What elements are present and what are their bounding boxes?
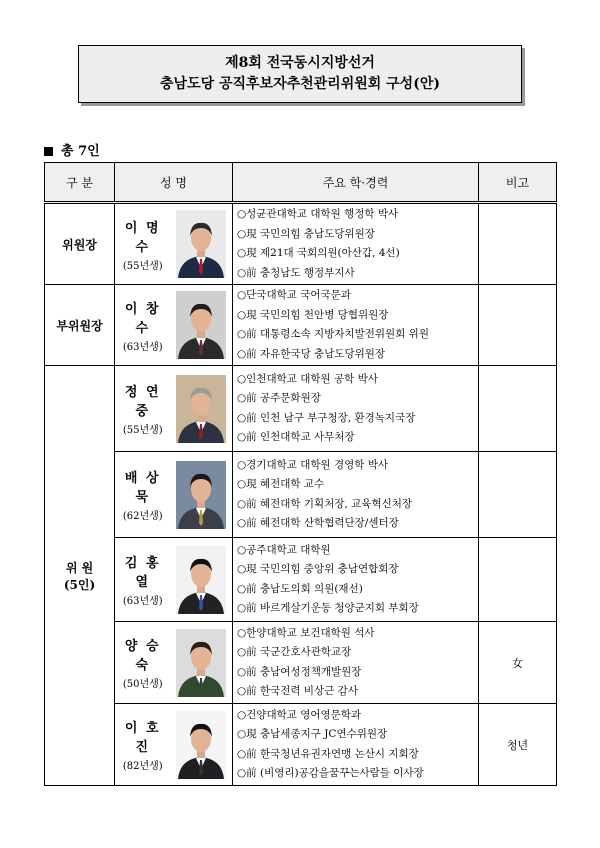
person-birth-year: (63년생) [122, 596, 163, 607]
total-count [44, 140, 100, 159]
person-birth-year: (63년생) [122, 341, 163, 353]
title-line-1: 제8회 전국동시지방선거 [225, 55, 375, 71]
note-cell [479, 203, 557, 285]
note-cell: 女 [479, 622, 557, 704]
person-photo [176, 546, 226, 614]
person-name: 양 승 숙 [124, 639, 161, 673]
person-name-cell [115, 203, 171, 285]
career-list [233, 538, 479, 622]
career-item: ○경기대학교 대학원 경영학 박사 [237, 458, 389, 471]
table-row [45, 704, 557, 786]
person-photo [176, 629, 226, 697]
person-photo [176, 210, 226, 278]
career-item: ○現 국민의힘 천안병 당협위원장 [237, 308, 389, 321]
person-name: 배 상 묵 [124, 471, 161, 505]
career-item: ○前 충남도의회 의원(재선) [237, 582, 363, 595]
note-cell [479, 538, 557, 622]
career-item: ○성균관대학교 대학원 행정학 박사 [237, 208, 399, 220]
header-name: 성 명 [115, 163, 233, 203]
table-row [45, 203, 557, 285]
career-item: ○건양대학교 영어영문학과 [237, 708, 362, 721]
career-item: ○前 인천대학교 사무처장 [237, 431, 355, 443]
table-header-row [45, 163, 557, 203]
person-photo [176, 375, 226, 443]
career-item: ○단국대학교 국어국문과 [237, 289, 351, 301]
career-item: ○前 한국청년유권자연맹 논산시 지회장 [237, 747, 419, 760]
person-name: 김 홍 열 [124, 556, 161, 590]
career-item: ○現 국민의힘 중앙위 충남연합회장 [237, 563, 399, 575]
header-category: 구 분 [45, 163, 115, 203]
career-item: ○前 (비영리)공감을꿈꾸는사람들 이사장 [237, 767, 424, 779]
person-name-cell [115, 538, 171, 622]
career-list [233, 622, 479, 704]
person-photo [176, 711, 226, 779]
career-item: ○前 충남여성정책개발원장 [237, 665, 362, 678]
category-members-count: (5인) [63, 577, 96, 592]
person-birth-year: (82년생) [122, 761, 163, 772]
person-birth-year: (62년생) [122, 511, 163, 522]
document-title-box [78, 45, 522, 103]
committee-table [44, 162, 557, 786]
note-cell [479, 366, 557, 452]
total-label: 총 7인 [61, 144, 100, 159]
career-list [233, 203, 479, 285]
person-name-cell [115, 285, 171, 366]
square-bullet-icon [44, 147, 53, 156]
header-note: 비고 [479, 163, 557, 203]
note-cell: 청년 [479, 704, 557, 786]
career-item: ○現 충남세종지구 JC연수위원장 [237, 728, 388, 740]
career-item: ○前 충청남도 행정부지사 [237, 266, 355, 279]
career-item: ○前 바르게살기운동 청양군지회 부회장 [237, 602, 419, 614]
category-members [45, 366, 115, 786]
person-photo [176, 461, 226, 529]
career-list [233, 452, 479, 538]
note-cell [479, 285, 557, 366]
career-item: ○한양대학교 보건대학원 석사 [237, 626, 375, 639]
career-item: ○前 자유한국당 충남도당위원장 [237, 347, 386, 360]
category-members-label: 위 원 [65, 560, 94, 575]
person-birth-year: (55년생) [122, 260, 163, 272]
career-item: ○인천대학교 대학원 공학 박사 [237, 372, 378, 385]
table-row [45, 452, 557, 538]
career-item: ○前 대통령소속 지방자치발전위원회 위원 [237, 328, 429, 340]
career-item: ○前 인천 남구 부구청장, 환경녹지국장 [237, 411, 416, 424]
person-name-cell [115, 366, 171, 452]
header-career: 주요 학·경력 [233, 163, 479, 203]
person-name: 이 호 진 [124, 721, 161, 755]
career-item: ○前 국군간호사관학교장 [237, 646, 352, 658]
person-birth-year: (55년생) [122, 425, 163, 436]
note-cell [479, 452, 557, 538]
career-list [233, 704, 479, 786]
person-name: 이 명 수 [124, 220, 161, 255]
career-item: ○前 한국전력 비상근 감사 [237, 685, 358, 697]
person-photo [176, 291, 226, 359]
category-vice: 부위원장 [45, 285, 115, 366]
person-name: 이 창 수 [124, 301, 161, 336]
table-row [45, 366, 557, 452]
career-item: ○前 혜전대학 기획처장, 교육혁신처장 [237, 497, 413, 510]
career-item: ○現 국민의힘 충남도당위원장 [237, 227, 375, 240]
career-list [233, 366, 479, 452]
table-row [45, 285, 557, 366]
career-item: ○공주대학교 대학원 [237, 543, 331, 556]
career-item: ○前 공주문화원장 [237, 392, 321, 404]
person-birth-year: (50년생) [122, 679, 163, 690]
person-name-cell [115, 622, 171, 704]
career-list [233, 285, 479, 366]
person-name: 정 연 중 [124, 385, 161, 419]
career-item: ○現 제21대 국회의원(아산갑, 4선) [237, 247, 400, 259]
person-name-cell [115, 452, 171, 538]
career-item: ○現 혜전대학 교수 [237, 478, 325, 490]
table-row [45, 538, 557, 622]
category-chair: 위원장 [45, 203, 115, 285]
table-row [45, 622, 557, 704]
career-item: ○前 혜전대학 산학협력단장/센터장 [237, 517, 399, 529]
person-name-cell [115, 704, 171, 786]
title-line-2: 충남도당 공직후보자추천관리위원회 구성(안) [160, 76, 440, 92]
